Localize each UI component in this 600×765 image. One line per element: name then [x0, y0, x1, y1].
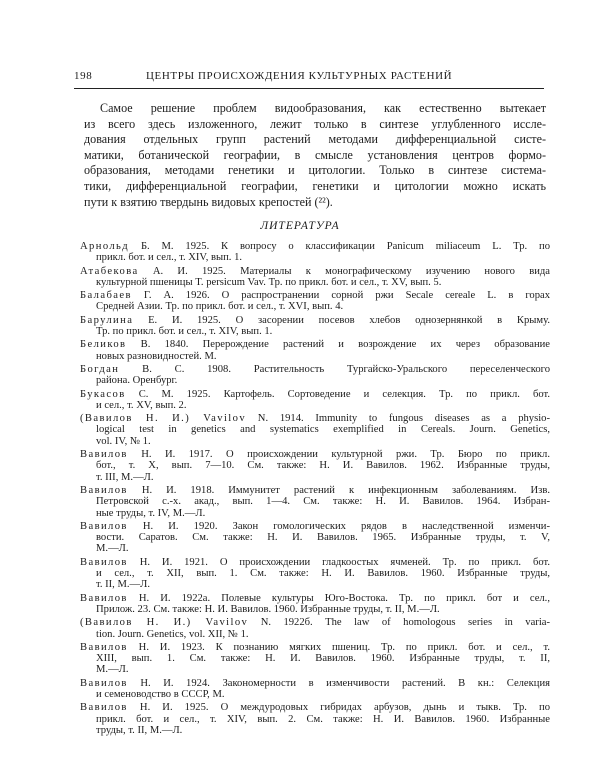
reference-line [80, 290, 550, 301]
reference-text: Н. И. 1920. Закон гомологических рядов в наследственной изменчи- [142, 520, 550, 532]
reference-entry [80, 702, 550, 736]
reference-text: Н. И. 1922а. Полевые культуры Юго-Востока. Тр. по прикл. бот и сел., [138, 592, 550, 604]
reference-text: труды, т. II, М.—Л. [96, 724, 183, 736]
reference-line [80, 339, 550, 350]
reference-line [80, 543, 550, 554]
reference-line [80, 604, 550, 615]
header-rule [74, 88, 544, 89]
reference-text: т. III, М.—Л. [96, 471, 154, 483]
reference-author: Вавилов [80, 677, 128, 689]
reference-line [80, 413, 550, 424]
reference-entry [80, 290, 550, 313]
reference-text: и сел., т. XII, вып. 1. См. также: Н. И. Вавилов. 1960. Избранные труды, [96, 568, 550, 580]
reference-line [80, 714, 550, 725]
reference-line [80, 642, 550, 653]
reference-text: культурной пшеницы T. persicum Vav. Тр. по прикл. бот. и сел., т. XV, вып. 5. [96, 276, 442, 288]
reference-text: Н. И. 1924. Закономерности в изменчивости растений. В кн.: Селекция [140, 677, 550, 689]
section-title: ЛИТЕРАТУРА [260, 220, 340, 232]
reference-text: А. И. 1925. Материалы к монографическому изучению нового вида [152, 265, 550, 277]
reference-line [80, 460, 550, 471]
reference-line [80, 521, 550, 532]
reference-line [80, 436, 550, 447]
reference-entry [80, 339, 550, 362]
reference-line [80, 617, 550, 628]
reference-text: М.—Л. [96, 543, 129, 555]
reference-entry [80, 364, 550, 387]
reference-text: М.—Л. [96, 664, 129, 676]
reference-author: Букасов [80, 388, 126, 400]
reference-entry [80, 449, 550, 483]
reference-text: новых разновидностей. М. [96, 350, 217, 362]
reference-author: Богдан [80, 363, 120, 375]
reference-line [80, 252, 550, 263]
reference-line [80, 568, 550, 579]
reference-author: Балабаев [80, 290, 132, 302]
reference-line [80, 653, 550, 664]
reference-text: Прилож. 23. См. также: Н. И. Вавилов. 1960. Избранные труды, т. II, М.—Л. [96, 603, 440, 615]
reference-line [80, 375, 550, 386]
reference-text: прикл. бот. и сел., т. XIV, вып. 2. См. также: Н. И. Вавилов. 1960. Избранные [96, 713, 550, 725]
paragraph-line: образования, методами генетики и цитологии. Только в синтезе система- [84, 163, 546, 178]
reference-entry [80, 413, 550, 447]
reference-line [80, 678, 550, 689]
reference-entry [80, 241, 550, 264]
body-paragraph [84, 101, 546, 210]
reference-line [80, 301, 550, 312]
reference-text: ные труды, т. IV, М.—Л. [96, 507, 206, 519]
reference-entry [80, 485, 550, 519]
reference-text: Г. А. 1926. О распространении сорной ржи Secale cereale L. в горах [143, 290, 550, 302]
reference-entry [80, 593, 550, 616]
reference-text: Тр. по прикл. бот. и сел., т. XIV, вып. 1. [96, 326, 273, 338]
reference-entry [80, 521, 550, 555]
reference-text: Н. И. 1923. К познанию мягких пшениц. Тр. по прикл. бот. и сел., т. [138, 641, 550, 653]
reference-entry [80, 617, 550, 640]
reference-text: Петровской с.-х. акад., вып. 1—4. См. также: Н. И. Вавилов. 1964. Избран- [96, 496, 550, 508]
reference-entry [80, 642, 550, 676]
reference-line [80, 389, 550, 400]
reference-text: Н. И. 1918. Иммунитет растений к инфекционным заболеваниям. Изв. [141, 484, 550, 496]
paragraph-line: пути к взятию твердынь видовых крепостей (²²). [84, 194, 333, 209]
reference-entry [80, 266, 550, 289]
reference-list [80, 241, 550, 738]
reference-author: Арнольд [80, 241, 130, 252]
reference-line [80, 485, 550, 496]
page-header [74, 70, 544, 86]
reference-line [80, 277, 550, 288]
reference-line [80, 472, 550, 483]
reference-author: Атабекова [80, 265, 139, 277]
reference-line [80, 449, 550, 460]
reference-text: района. Оренбург. [96, 375, 178, 387]
reference-text: т. II, М.—Л. [96, 579, 150, 591]
reference-text: vol. IV, № 1. [96, 435, 151, 447]
reference-line [80, 725, 550, 736]
reference-line [80, 424, 550, 435]
reference-line [80, 664, 550, 675]
paragraph-line: матики, ботанической географии, в смысле установления центров формо- [84, 147, 546, 162]
reference-text: Н. И. 1925. О междуродовых гибридах арбузов, дынь и тыкв. Тр. по [139, 702, 550, 714]
reference-author: Вавилов [80, 449, 128, 461]
reference-text: и семеноводство в СССР, М. [96, 688, 225, 700]
reference-author: Вавилов [80, 520, 128, 532]
reference-entry [80, 557, 550, 591]
reference-text: Б. М. 1925. К вопросу о классификации Panicum miliaceum L. Тр. по [140, 241, 550, 252]
reference-text: XIII, вып. 1. См. также: Н. И. Вавилов. 1960. Избранные труды, т. II, [96, 653, 550, 665]
reference-entry [80, 678, 550, 701]
reference-author: Вавилов [80, 484, 128, 496]
running-title: ЦЕНТРЫ ПРОИСХОЖДЕНИЯ КУЛЬТУРНЫХ РАСТЕНИЙ [146, 70, 453, 82]
reference-line [80, 593, 550, 604]
reference-text: бот., т. X, вып. 7—10. См. также: Н. И. Вавилов. 1962. Избранные труды, [96, 460, 550, 472]
reference-author: (Вавилов Н. И.) Vavilov [80, 413, 247, 425]
reference-author: Вавилов [80, 702, 128, 714]
reference-text: tion. Journ. Genetics, vol. XII, № 1. [96, 628, 249, 640]
reference-line [80, 702, 550, 713]
reference-text: В. 1840. Перерождение растений и возрождение их через образование [140, 339, 550, 351]
reference-text: В. С. 1908. Растительность Тургайско-Уральского переселенческого [142, 363, 550, 375]
paragraph-line: из всего здесь изложенного, лежит только в синтезе углубленного иссле- [84, 116, 546, 131]
paragraph-line: дования отдельных групп растений методами дифференциальной систе- [84, 132, 546, 147]
reference-line [80, 496, 550, 507]
reference-text: прикл. бот. и сел., т. XIV, вып. 1. [96, 252, 243, 264]
reference-line [80, 629, 550, 640]
reference-text: Н. И. 1921. О происхождении гладкоостых ячменей. Тр. по прикл. бот. [139, 556, 551, 568]
reference-author: Вавилов [80, 592, 128, 604]
reference-line [80, 579, 550, 590]
reference-author: Беликов [80, 339, 127, 351]
paragraph-line: Самое решение проблем видообразования, как естественно вытекает [100, 101, 546, 115]
reference-line [80, 351, 550, 362]
reference-text: N. 1922б. The law of homologous series in varia- [260, 617, 550, 629]
page-number: 198 [74, 70, 93, 82]
reference-entry [80, 389, 550, 412]
reference-text: N. 1914. Immunity to fungous diseases as a physio- [257, 413, 550, 425]
reference-author: Барулина [80, 314, 134, 326]
reference-line [80, 266, 550, 277]
reference-line [80, 532, 550, 543]
reference-text: Е. И. 1925. О засорении посевов хлебов однозернянкой в Крыму. [148, 314, 550, 326]
reference-line [80, 241, 550, 252]
reference-line [80, 315, 550, 326]
reference-line [80, 508, 550, 519]
reference-entry [80, 315, 550, 338]
reference-author: Вавилов [80, 556, 128, 568]
reference-text: Средней Азии. Тр. по прикл. бот. и сел., т. XVI, вып. 4. [96, 301, 344, 313]
reference-line [80, 689, 550, 700]
reference-line [80, 400, 550, 411]
reference-author: Вавилов [80, 641, 128, 653]
reference-line [80, 326, 550, 337]
paragraph-line: тики, дифференциальной географии, генетики и цитологии можно искать [84, 178, 546, 193]
reference-author: (Вавилов Н. И.) Vavilov [80, 617, 249, 629]
reference-text: Н. И. 1917. О происхождении культурной ржи. Тр. Бюро по прикл. [141, 449, 550, 461]
reference-text: вости. Саратов. См. также: Н. И. Вавилов. 1965. Избранные труды, т. V, [96, 532, 550, 544]
reference-text: logical test in genetics and systematics exemplified in Cereals. Journ. Genetics, [96, 424, 550, 436]
reference-text: и сел., т. XV, вып. 2. [96, 399, 187, 411]
reference-line [80, 557, 550, 568]
reference-line [80, 364, 550, 375]
reference-text: С. М. 1925. Картофель. Сортоведение и селекция. Тр. по прикл. бот. [138, 388, 550, 400]
